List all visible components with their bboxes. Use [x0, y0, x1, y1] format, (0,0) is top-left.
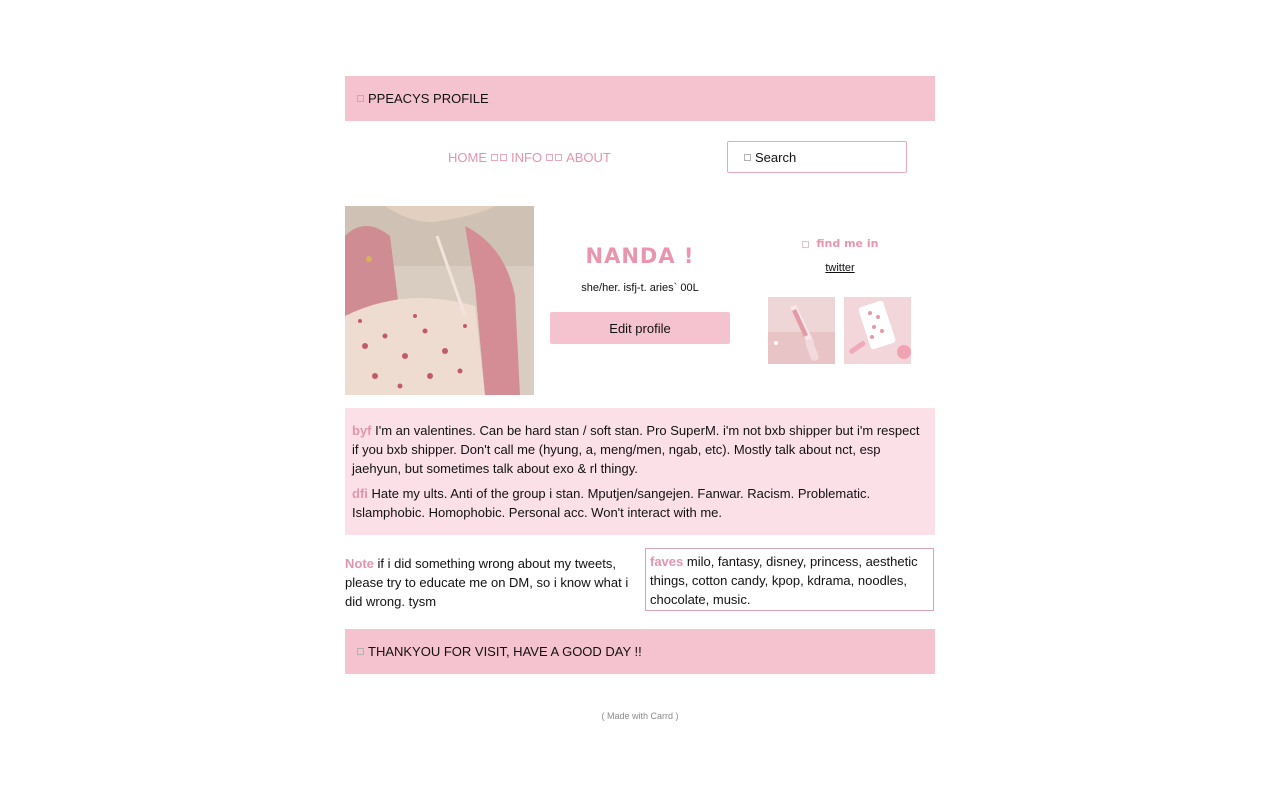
dfi-tag: dfi — [352, 486, 368, 501]
about-box — [345, 408, 935, 535]
byf-text: I'm an valentines. Can be hard stan / soft stan. Pro SuperM. i'm not bxb shipper but i'm respect if you bxb shipper. Don't call me (hyung, a, meng/men, ngab, etc). Mostly talk about nct, esp jaehyun, but sometimes talk about exo & rl thingy. — [352, 423, 920, 476]
thumbnail-image — [768, 297, 835, 364]
faves-tag: faves — [650, 554, 684, 569]
nav-about[interactable]: ABOUT — [566, 150, 611, 165]
edit-profile-button[interactable]: Edit profile — [550, 312, 730, 344]
note-text: if i did something wrong about my tweets, please try to educate me on DM, so i know what i did wrong. tysm — [345, 556, 629, 609]
byf-tag: byf — [352, 423, 372, 438]
find-me-title: find me in — [816, 237, 879, 250]
profile-photo — [345, 206, 534, 395]
box-icon — [555, 154, 562, 161]
box-icon — [357, 648, 364, 655]
box-icon — [802, 241, 809, 248]
nav-separator — [491, 154, 507, 161]
box-icon — [546, 154, 553, 161]
made-with-carrd-link[interactable]: ( Made with Carrd ) — [601, 711, 679, 721]
search-input[interactable] — [755, 150, 885, 165]
faves-text: milo, fantasy, disney, princess, aesthetic things, cotton candy, kpop, kdrama, noodles, chocolate, music. — [650, 554, 918, 607]
find-me-heading — [760, 237, 920, 250]
nav-separator — [546, 154, 562, 161]
faves-block — [645, 548, 934, 611]
search-box[interactable] — [727, 141, 907, 173]
note-tag: Note — [345, 556, 374, 571]
dfi-text: Hate my ults. Anti of the group i stan. Mputjen/sangejen. Fanwar. Racism. Problematic. Islamphobic. Homophobic. Personal acc. Won't interact with me. — [352, 486, 871, 520]
note-block — [345, 554, 635, 611]
twitter-link[interactable]: twitter — [825, 262, 855, 274]
dfi-paragraph — [352, 484, 928, 522]
profile-name: NANDA ! — [585, 244, 695, 268]
box-icon — [500, 154, 507, 161]
box-icon — [357, 95, 364, 102]
header-bar — [345, 76, 935, 121]
footer-bar — [345, 629, 935, 674]
main-nav — [448, 150, 611, 165]
box-icon — [744, 154, 751, 161]
nav-home[interactable]: HOME — [448, 150, 487, 165]
profile-bio: she/her. isfj-t. aries` 00L — [581, 282, 699, 294]
thumbnail-image — [844, 297, 911, 364]
footer-text: THANKYOU FOR VISIT, HAVE A GOOD DAY !! — [368, 644, 642, 659]
nav-info[interactable]: INFO — [511, 150, 543, 165]
byf-paragraph — [352, 421, 928, 478]
header-title: PPEACYS PROFILE — [368, 91, 489, 106]
box-icon — [491, 154, 498, 161]
